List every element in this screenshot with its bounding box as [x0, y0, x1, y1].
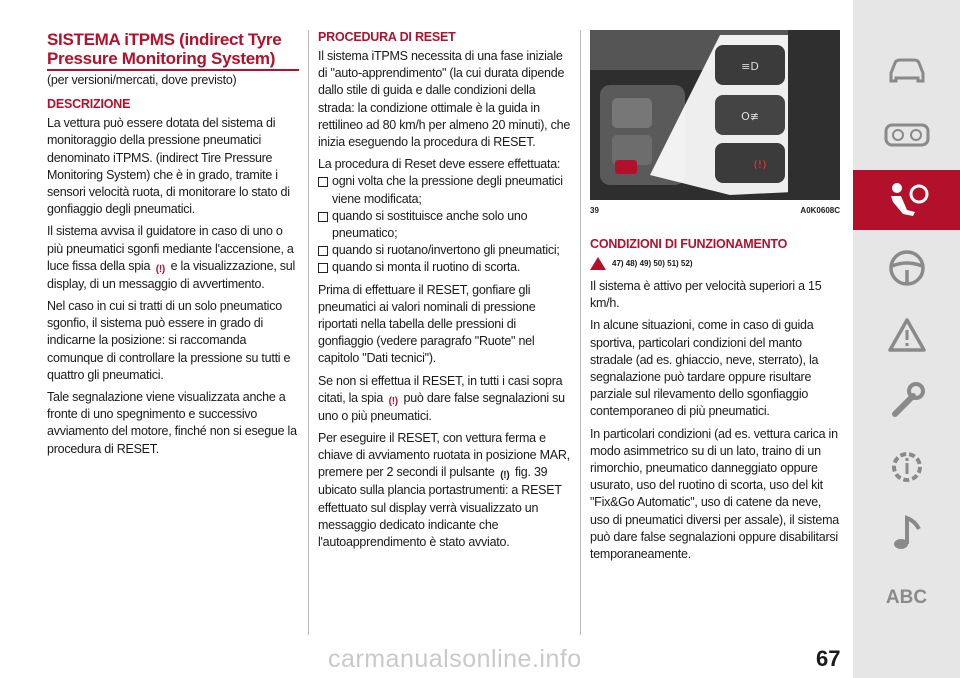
sidebar-item-car[interactable]	[853, 40, 960, 100]
paragraph	[318, 373, 572, 425]
warning-triangle-icon	[887, 317, 927, 353]
section-subtitle: (per versioni/mercati, dove previsto)	[47, 73, 237, 87]
abc-text: ABC	[885, 587, 928, 608]
paragraph: La procedura di Reset deve essere effettuata:	[318, 157, 561, 172]
figure-code: A0K0608C	[800, 206, 840, 215]
list-item	[318, 208, 572, 242]
list-item-text: quando si ruotano/invertono gli pneumatici;	[332, 243, 560, 258]
tyre-pressure-warning-icon: (!)	[388, 395, 398, 407]
list-item	[318, 242, 572, 259]
column-divider-2	[580, 30, 581, 635]
sidebar-item-multimedia[interactable]	[853, 503, 960, 563]
figure-caption	[590, 206, 840, 215]
sidebar-item-steering[interactable]	[853, 238, 960, 298]
car-icon	[885, 55, 929, 85]
warning-references	[590, 257, 840, 270]
paragraph: In particolari condizioni (ad es. vettura carica in modo asimmetrico su di un lato, traino di un rimorchio, pneumatico danneggiato oppure usurato, uso del ruotino di scorta, uso del kit "Fix&Go Automatic", uso di catene da neve, uso di pneumatici diversi per assale), il sistema può dare false segnalazioni oppure disabilitarsi temporaneamente.	[590, 426, 839, 562]
paragraph	[318, 430, 572, 551]
figure-number: 39	[590, 206, 599, 215]
text-span: Il sistema avvisa il guidatore in caso di uno o più pneumatici sgonfi mediante l'accensione, a luce fissa della spia	[47, 224, 294, 273]
paragraph: Il sistema è attivo per velocità superiori a 15 km/h.	[590, 279, 822, 311]
list-item	[318, 173, 572, 207]
sidebar-item-safety[interactable]	[853, 170, 960, 230]
sidebar-item-warnings[interactable]	[853, 305, 960, 365]
paragraph: In alcune situazioni, come in caso di guida sportiva, particolari condizioni del manto stradale (ad es. ghiaccio, neve, sterrato), la segnalazione può tardare oppure risultare parziale sul rilevamento dello sgonfiaggio contemporaneo di più pneumatici.	[590, 318, 819, 419]
checkbox-bullet-icon	[318, 263, 328, 273]
dashboard-photo-illustration	[590, 30, 840, 200]
description-heading: DESCRIZIONE	[47, 97, 131, 112]
chapter-sidebar	[853, 0, 960, 678]
warning-triangle-icon	[590, 257, 606, 270]
column-2	[318, 30, 572, 556]
text-span: Se non si effettua il RESET, in tutti i casi sopra citati, la spia	[318, 373, 563, 405]
paragraph: Nel caso in cui si tratti di un solo pneumatico sgonfio, il sistema può essere in grado di indicarne la posizione: si raccomanda comunque di controllare la pressione su tutti e quattro gli pneumatici.	[47, 299, 291, 382]
column-1	[47, 30, 299, 463]
checkbox-bullet-icon	[318, 212, 328, 222]
svg-text:≡D: ≡D	[741, 60, 759, 73]
list-item-text: quando si monta il ruotino di scorta.	[332, 260, 521, 275]
list-item	[318, 259, 572, 276]
paragraph: Il sistema iTPMS necessita di una fase iniziale di "auto-apprendimento" (la cui durata dipende dallo stile di guida e dalle condizioni della strada: la condizione ottimale è la guida in rettilineo ad 80 km/h per almeno 20 minuti), che inizia eseguendo la procedura di RESET.	[318, 49, 571, 150]
music-note-icon	[889, 513, 925, 553]
list-item-text: quando si sostituisce anche solo uno pneumatico;	[332, 208, 528, 241]
dashboard-icon	[884, 121, 930, 149]
warning-refs-text: 47) 48) 49) 50) 51) 52)	[612, 259, 693, 268]
gear-info-icon	[887, 447, 927, 487]
steering-wheel-icon	[887, 248, 927, 288]
paragraph	[47, 223, 299, 293]
text-span: può dare false segnalazioni su uno o più pneumatici.	[318, 390, 565, 423]
svg-text:(!): (!)	[753, 158, 767, 171]
sidebar-item-dashboard[interactable]	[853, 105, 960, 165]
text-span: e la visualizzazione, sul display, di un messaggio di avvertimento.	[47, 258, 295, 291]
checkbox-bullet-icon	[318, 246, 328, 256]
column-3	[590, 30, 840, 568]
sidebar-item-index[interactable]	[853, 568, 960, 628]
column-divider-1	[308, 30, 309, 635]
sidebar-item-technical-data[interactable]	[853, 437, 960, 497]
reset-heading: PROCEDURA DI RESET	[318, 30, 456, 44]
list-item-text: ogni volta che la pressione degli pneumatici viene modificata;	[332, 174, 563, 206]
section-title: SISTEMA iTPMS (indirect Tyre Pressure Monitoring System)	[47, 30, 299, 71]
conditions-heading: CONDIZIONI DI FUNZIONAMENTO	[590, 237, 788, 251]
paragraph: La vettura può essere dotata del sistema di monitoraggio della pressione pneumatici denominato iTPMS. (indirect Tire Pressure Monitoring System) che è in grado, tramite i sensori velocità ruota, di monitorare lo stato di gonfiaggio degli pneumatici.	[47, 116, 290, 217]
checkbox-bullet-icon	[318, 177, 328, 187]
paragraph: Prima di effettuare il RESET, gonfiare gli pneumatici ai valori nominali di pressione riportati nella tabella delle pressioni di gonfiaggio (vedere paragrafo "Ruote" nel capitolo "Dati tecnici").	[318, 282, 536, 366]
paragraph: Tale segnalazione viene visualizzata anche a fronte di uno spegnimento e successivo avviamento del motore, finché non si esegue la procedura di RESET.	[47, 390, 297, 456]
sidebar-item-maintenance[interactable]	[853, 370, 960, 430]
text-span: fig. 39 ubicato sulla plancia portastrumenti: a RESET effettuato sul display verrà visualizzato un messaggio dedicato indicante che l'autoapprendimento è stato avviato.	[318, 465, 562, 550]
tyre-pressure-warning-icon: (!)	[155, 263, 166, 275]
watermark: carmanualsonline.info	[328, 645, 582, 673]
page-number: 67	[816, 646, 841, 671]
svg-text:O≢: O≢	[741, 110, 759, 123]
text-span: Per eseguire il RESET, con vettura ferma e chiave di avviamento ruotata in posizione MAR, premere per 2 secondi il pulsante	[318, 431, 570, 480]
wrench-icon	[887, 380, 927, 420]
figure-dashboard-buttons	[590, 30, 840, 200]
reset-button-icon: (!)	[500, 470, 510, 482]
safety-airbag-icon	[885, 180, 929, 220]
